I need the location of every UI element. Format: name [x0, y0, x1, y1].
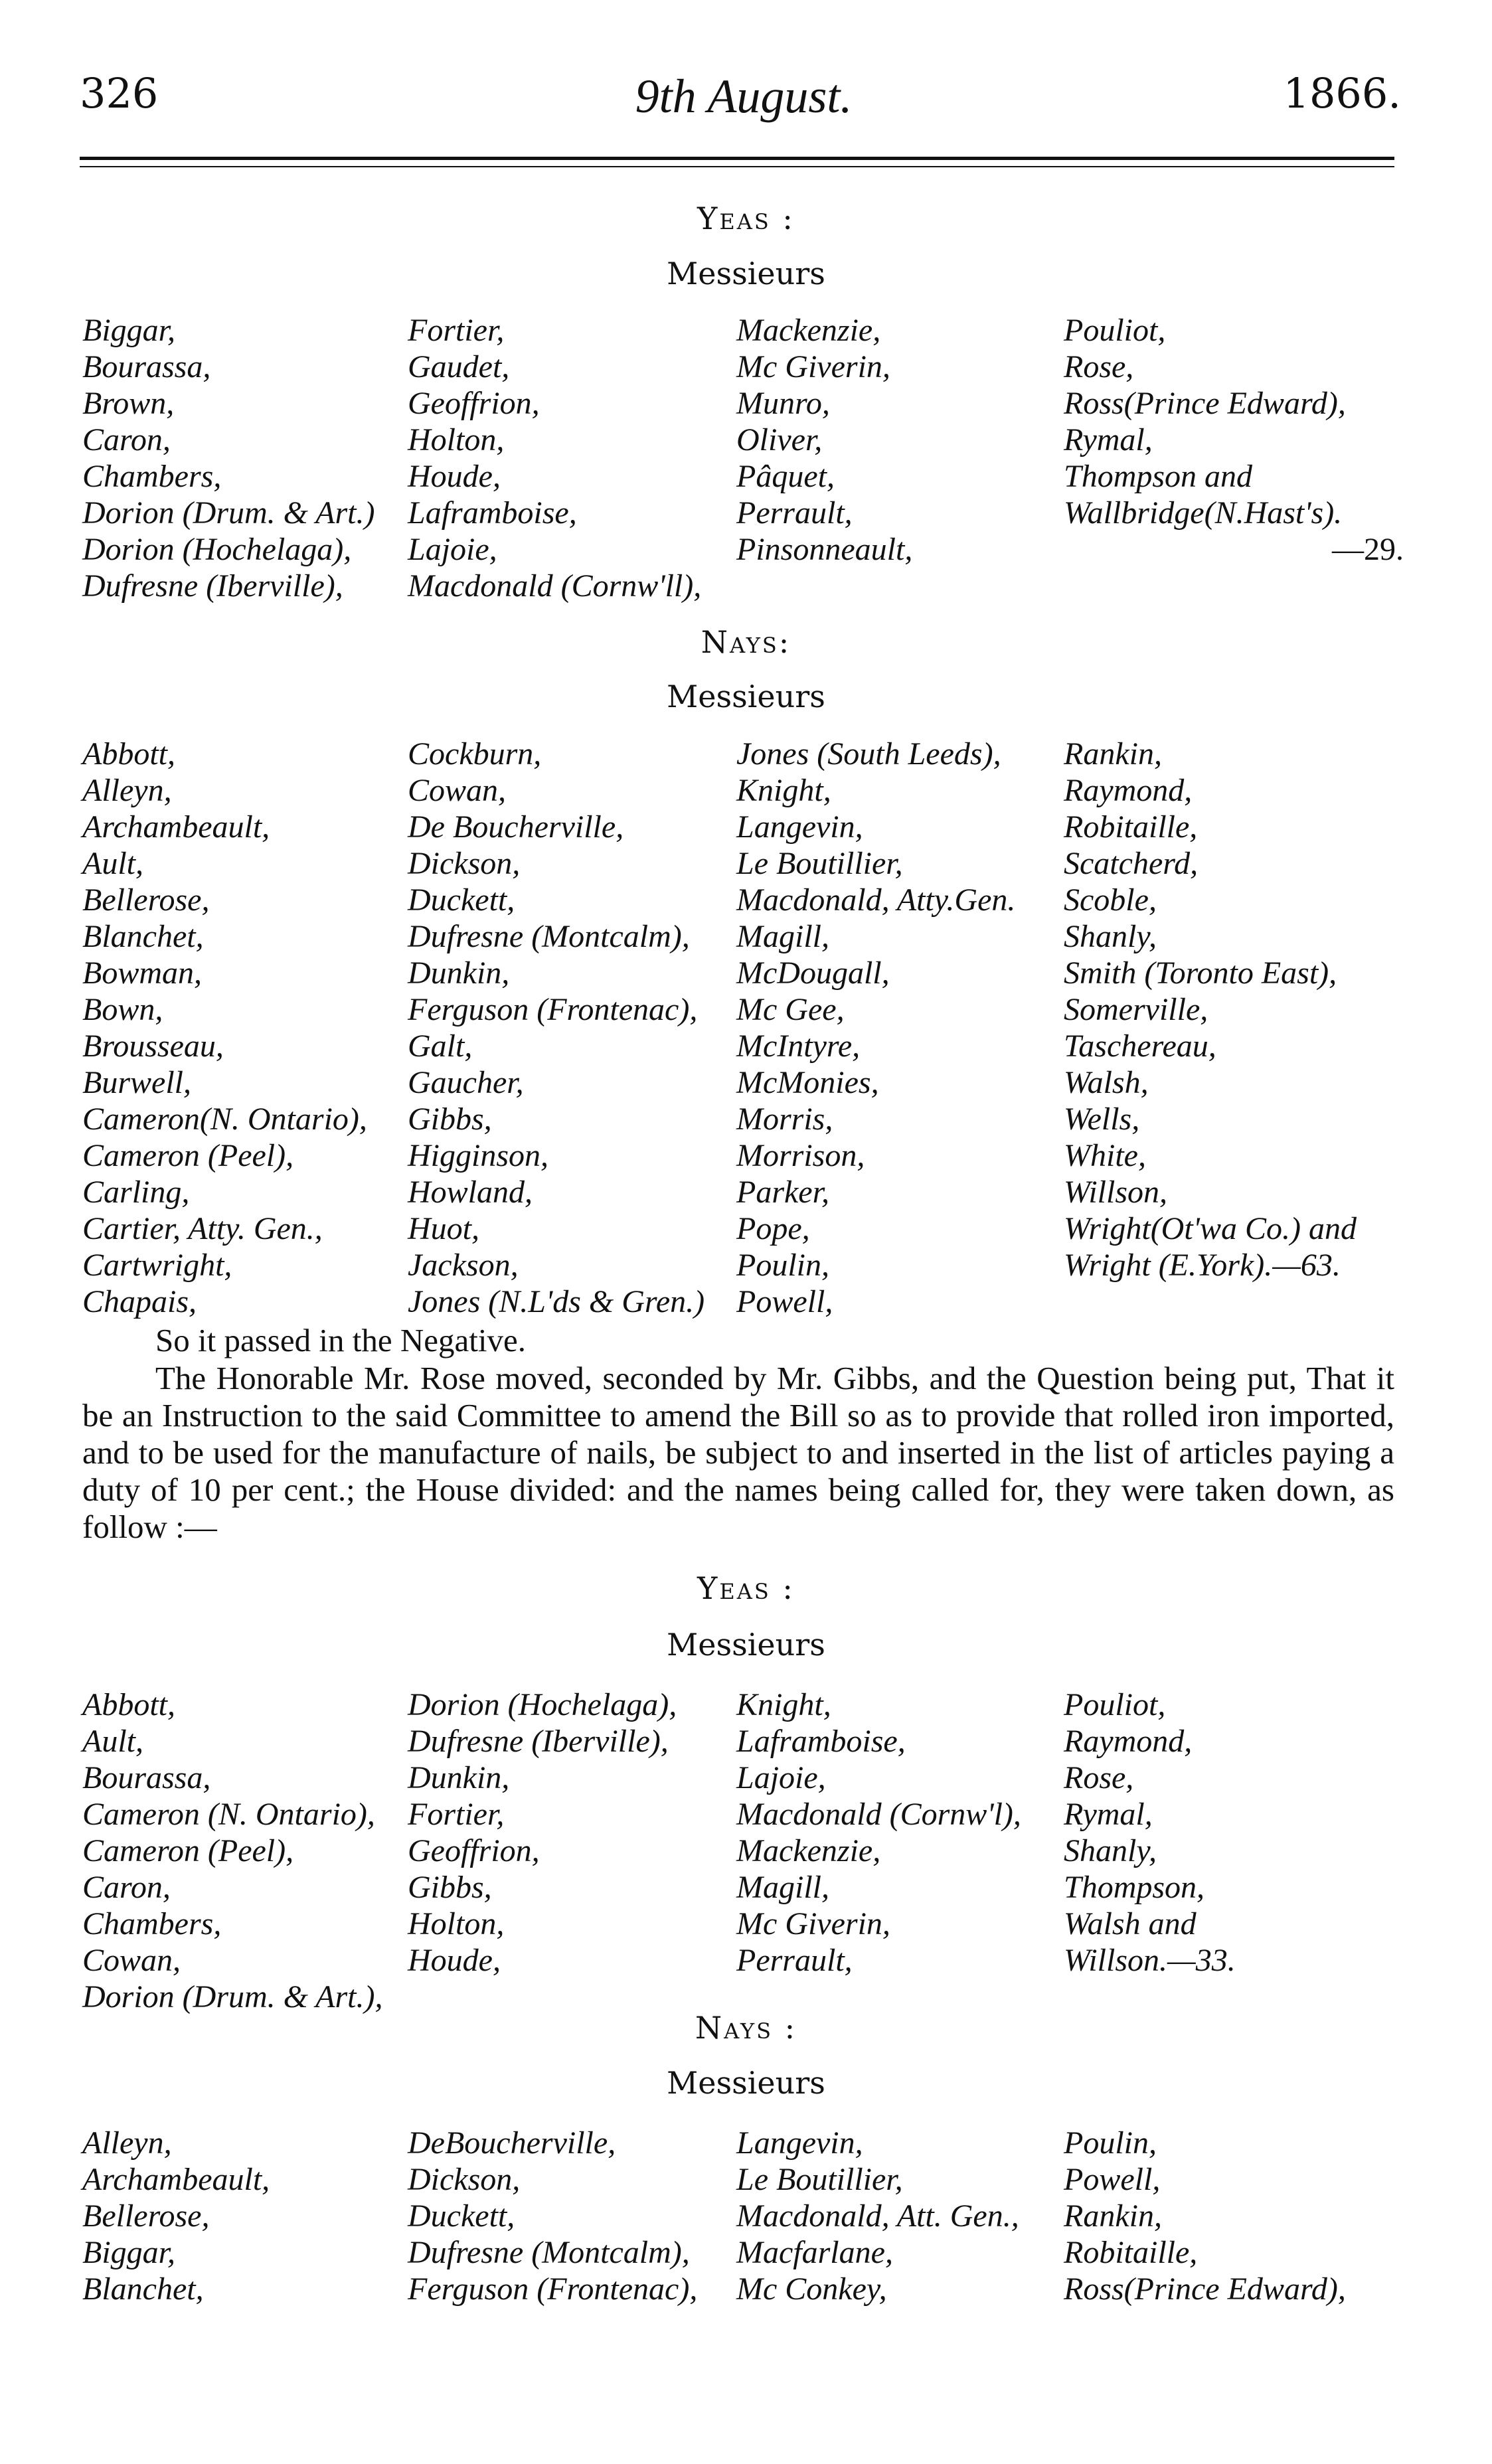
member-name: Bourassa, — [82, 349, 211, 384]
member-name: Le Boutillier, — [736, 2162, 903, 2197]
nays-subheading: Messieurs — [667, 679, 825, 714]
nays-list-2 — [82, 2125, 1410, 2307]
member-name: Biggar, — [82, 313, 176, 348]
member-name: Magill, — [736, 919, 829, 954]
member-name: Holton, — [408, 1906, 505, 1941]
yeas-subheading-2: Messieurs — [667, 1627, 825, 1663]
member-name: Rose, — [1064, 1760, 1134, 1795]
name-row — [82, 312, 1410, 349]
member-name: Geoffrion, — [408, 1833, 540, 1868]
name-row — [82, 2125, 1410, 2161]
member-name: Chambers, — [82, 1906, 222, 1941]
member-name: Dufresne (Montcalm), — [408, 2235, 690, 2270]
member-name: Holton, — [408, 422, 505, 457]
member-name: DeBoucherville, — [408, 2125, 616, 2161]
member-name: Cockburn, — [408, 736, 542, 772]
name-row — [82, 736, 1410, 772]
member-name: Fortier, — [408, 313, 505, 348]
member-name: Pouliot, — [1064, 313, 1166, 348]
member-name: Macdonald (Cornw'll), — [408, 568, 702, 604]
member-name: Blanchet, — [82, 2271, 204, 2307]
member-name: Dorion (Hochelaga), — [408, 1687, 677, 1722]
name-row — [82, 422, 1410, 458]
name-row — [82, 1210, 1410, 1247]
member-name: Bourassa, — [82, 1760, 211, 1795]
member-name: Archambeault, — [82, 809, 270, 845]
name-row — [82, 1723, 1410, 1760]
member-name: Cartier, Atty. Gen., — [82, 1211, 323, 1246]
member-name: Wright(Ot'wa Co.) and — [1064, 1211, 1357, 1246]
member-name: Wells, — [1064, 1102, 1140, 1137]
member-name: Dufresne (Iberville), — [82, 568, 343, 604]
name-row — [82, 349, 1410, 385]
member-name: Bown, — [82, 992, 163, 1027]
member-name: Macdonald (Cornw'l), — [736, 1797, 1021, 1832]
member-name: Knight, — [736, 1687, 831, 1722]
member-name: Abbott, — [82, 736, 175, 772]
member-name: Duckett, — [408, 2198, 515, 2234]
name-row — [82, 1101, 1410, 1137]
member-name: Wallbridge(N.Hast's). — [1064, 495, 1343, 531]
member-name: Lajoie, — [736, 1760, 826, 1795]
member-name: Pâquet, — [736, 459, 835, 494]
member-name: Wright (E.York).—63. — [1064, 1248, 1341, 1283]
page-number: 326 — [80, 69, 159, 118]
yeas-heading: Yeas : — [697, 201, 795, 236]
name-row — [82, 2271, 1410, 2307]
name-row — [82, 1942, 1410, 1979]
member-name: Perrault, — [736, 495, 853, 531]
member-name: Galt, — [408, 1028, 473, 1064]
member-name: Caron, — [82, 1870, 171, 1905]
member-name: Willson, — [1064, 1175, 1168, 1210]
member-name: Pouliot, — [1064, 1687, 1166, 1722]
name-row — [82, 1283, 1410, 1320]
member-name: De Boucherville, — [408, 809, 624, 845]
member-name: Geoffrion, — [408, 386, 540, 421]
member-name: Mc Giverin, — [736, 349, 890, 384]
member-name: Chapais, — [82, 1284, 197, 1319]
member-name: Pope, — [736, 1211, 810, 1246]
name-row — [82, 2234, 1410, 2271]
member-name: Poulin, — [736, 1248, 829, 1283]
header-rule-thin — [80, 166, 1394, 167]
member-name: Dufresne (Montcalm), — [408, 919, 690, 954]
member-name: Gaudet, — [408, 349, 510, 384]
member-name: Ross(Prince Edward), — [1064, 2271, 1346, 2307]
member-name: Mc Gee, — [736, 992, 845, 1027]
member-name: Mc Giverin, — [736, 1906, 890, 1941]
member-name: Archambeault, — [82, 2162, 270, 2197]
member-name: Rymal, — [1064, 1797, 1153, 1832]
nays-list — [82, 736, 1410, 1320]
member-name: Cameron(N. Ontario), — [82, 1102, 367, 1137]
member-name: Walsh, — [1064, 1065, 1149, 1100]
nays-heading-2: Nays : — [695, 2010, 797, 2046]
yeas-list-2 — [82, 1686, 1410, 2015]
member-name: Ferguson (Frontenac), — [408, 2271, 698, 2307]
name-row — [82, 1174, 1410, 1210]
name-row — [82, 2161, 1410, 2198]
member-name: Rymal, — [1064, 422, 1153, 457]
member-name: Laframboise, — [408, 495, 577, 531]
header-rule-thick — [80, 157, 1394, 160]
member-name: Jones (South Leeds), — [736, 736, 1001, 772]
member-name: Langevin, — [736, 809, 863, 845]
member-name: Brown, — [82, 386, 175, 421]
member-name: Dorion (Hochelaga), — [82, 532, 352, 567]
member-name: Howland, — [408, 1175, 533, 1210]
member-name: Mc Conkey, — [736, 2271, 887, 2307]
member-name: Dickson, — [408, 2162, 521, 2197]
member-name: Abbott, — [82, 1687, 175, 1722]
member-name: Ault, — [82, 1724, 143, 1759]
member-name: Macfarlane, — [736, 2235, 893, 2270]
member-name: Bowman, — [82, 955, 202, 991]
page-year: 1866. — [1283, 69, 1401, 118]
member-name: Gaucher, — [408, 1065, 524, 1100]
member-name: Le Boutillier, — [736, 846, 903, 881]
name-row — [82, 772, 1410, 809]
vote-count: —29. — [1332, 532, 1404, 567]
name-row — [82, 568, 1410, 604]
name-row — [82, 1906, 1410, 1942]
name-row — [82, 495, 1410, 531]
member-name: Jones (N.L'ds & Gren.) — [408, 1284, 705, 1319]
member-name: Ferguson (Frontenac), — [408, 992, 698, 1027]
member-name: Scoble, — [1064, 882, 1157, 918]
name-row — [82, 1869, 1410, 1906]
member-name: Huot, — [408, 1211, 479, 1246]
name-row — [82, 1064, 1410, 1101]
member-name: Morrison, — [736, 1138, 865, 1173]
member-name: Bellerose, — [82, 2198, 210, 2234]
member-name: McIntyre, — [736, 1028, 861, 1064]
member-name: Powell, — [1064, 2162, 1161, 2197]
member-name: Dufresne (Iberville), — [408, 1724, 669, 1759]
member-name: Somerville, — [1064, 992, 1208, 1027]
member-name: Rose, — [1064, 349, 1134, 384]
member-name: Alleyn, — [82, 2125, 172, 2161]
member-name: Gibbs, — [408, 1870, 492, 1905]
member-name: Thompson, — [1064, 1870, 1205, 1905]
member-name: Mackenzie, — [736, 1833, 881, 1868]
member-name: Raymond, — [1064, 773, 1193, 808]
member-name: Fortier, — [408, 1797, 505, 1832]
member-name: Macdonald, Att. Gen., — [736, 2198, 1019, 2234]
member-name: Shanly, — [1064, 1833, 1157, 1868]
member-name: Munro, — [736, 386, 830, 421]
member-name: White, — [1064, 1138, 1146, 1173]
member-name: Shanly, — [1064, 919, 1157, 954]
name-row — [82, 918, 1410, 955]
member-name: Robitaille, — [1064, 2235, 1198, 2270]
member-name: Dorion (Drum. & Art.) — [82, 495, 375, 531]
name-row — [82, 1796, 1410, 1833]
name-row — [82, 1247, 1410, 1283]
page-header — [80, 69, 1408, 129]
member-name: Caron, — [82, 422, 171, 457]
member-name: Pinsonneault, — [736, 532, 913, 567]
member-name: Gibbs, — [408, 1102, 492, 1137]
name-row — [82, 991, 1410, 1028]
member-name: Dorion (Drum. & Art.), — [82, 1979, 383, 2014]
name-row — [82, 955, 1410, 991]
name-row — [82, 1137, 1410, 1174]
member-name: Cowan, — [82, 1943, 181, 1978]
member-name: Duckett, — [408, 882, 515, 918]
member-name: Morris, — [736, 1102, 833, 1137]
member-name: McDougall, — [736, 955, 890, 991]
member-name: Ross(Prince Edward), — [1064, 386, 1346, 421]
member-name: McMonies, — [736, 1065, 879, 1100]
member-name: Jackson, — [408, 1248, 519, 1283]
member-name: Rankin, — [1064, 736, 1162, 772]
member-name: Parker, — [736, 1175, 829, 1210]
member-name: Poulin, — [1064, 2125, 1157, 2161]
member-name: Chambers, — [82, 459, 222, 494]
name-row — [82, 2198, 1410, 2234]
name-row — [82, 385, 1410, 422]
member-name: Smith (Toronto East), — [1064, 955, 1337, 991]
name-row — [82, 531, 1410, 568]
member-name: Cartwright, — [82, 1248, 232, 1283]
name-row — [82, 1028, 1410, 1064]
member-name: Macdonald, Atty.Gen. — [736, 882, 1016, 918]
name-row — [82, 1760, 1410, 1796]
member-name: Rankin, — [1064, 2198, 1162, 2234]
motion-text: The Honorable Mr. Rose moved, seconded by Mr. Gibbs, and the Question being put, That it be an Instruction to the said Committee to amend the Bill so as to provide that rolled iron imported, and to be used for the manufacture of nails, be subject to and inserted in the list of articles paying a duty of 10 per cent.; the House divided: and the names being called for, they were taken down, as follow :— — [82, 1360, 1394, 1545]
member-name: Lajoie, — [408, 532, 497, 567]
member-name: Knight, — [736, 773, 831, 808]
member-name: Willson.—33. — [1064, 1943, 1236, 1978]
name-row — [82, 1686, 1410, 1723]
member-name: Dunkin, — [408, 1760, 510, 1795]
name-row — [82, 845, 1410, 882]
member-name: Cameron (Peel), — [82, 1138, 294, 1173]
member-name: Blanchet, — [82, 919, 204, 954]
member-name: Cowan, — [408, 773, 507, 808]
member-name: Higginson, — [408, 1138, 549, 1173]
member-name: Burwell, — [82, 1065, 191, 1100]
member-name: Mackenzie, — [736, 313, 881, 348]
result-text: So it passed in the Negative. — [155, 1322, 526, 1358]
name-row — [82, 458, 1410, 495]
member-name: Carling, — [82, 1175, 190, 1210]
member-name: Houde, — [408, 1943, 501, 1978]
name-row — [82, 1833, 1410, 1869]
member-name: Scatcherd, — [1064, 846, 1199, 881]
member-name: Alleyn, — [82, 773, 172, 808]
member-name: Perrault, — [736, 1943, 853, 1978]
member-name: Biggar, — [82, 2235, 176, 2270]
member-name: Powell, — [736, 1284, 833, 1319]
yeas-heading-2: Yeas : — [697, 1570, 795, 1606]
member-name: Raymond, — [1064, 1724, 1193, 1759]
nays-heading: Nays: — [701, 624, 791, 660]
motion-paragraph — [82, 1360, 1394, 1546]
member-name: Magill, — [736, 1870, 829, 1905]
member-name: Oliver, — [736, 422, 823, 457]
member-name: Ault, — [82, 846, 143, 881]
name-row — [82, 882, 1410, 918]
member-name: Langevin, — [736, 2125, 863, 2161]
member-name: Thompson and — [1064, 459, 1253, 494]
member-name: Dickson, — [408, 846, 521, 881]
member-name: Cameron (N. Ontario), — [82, 1797, 375, 1832]
member-name: Houde, — [408, 459, 501, 494]
member-name: Brousseau, — [82, 1028, 224, 1064]
nays-subheading-2: Messieurs — [667, 2065, 825, 2101]
name-row — [82, 809, 1410, 845]
member-name: Robitaille, — [1064, 809, 1198, 845]
page-date: 9th August. — [635, 70, 853, 123]
member-name: Walsh and — [1064, 1906, 1197, 1941]
member-name: Dunkin, — [408, 955, 510, 991]
member-name: Laframboise, — [736, 1724, 906, 1759]
member-name: Bellerose, — [82, 882, 210, 918]
member-name: Taschereau, — [1064, 1028, 1216, 1064]
yeas-subheading: Messieurs — [667, 256, 825, 291]
member-name: Cameron (Peel), — [82, 1833, 294, 1868]
yeas-list — [82, 312, 1410, 604]
